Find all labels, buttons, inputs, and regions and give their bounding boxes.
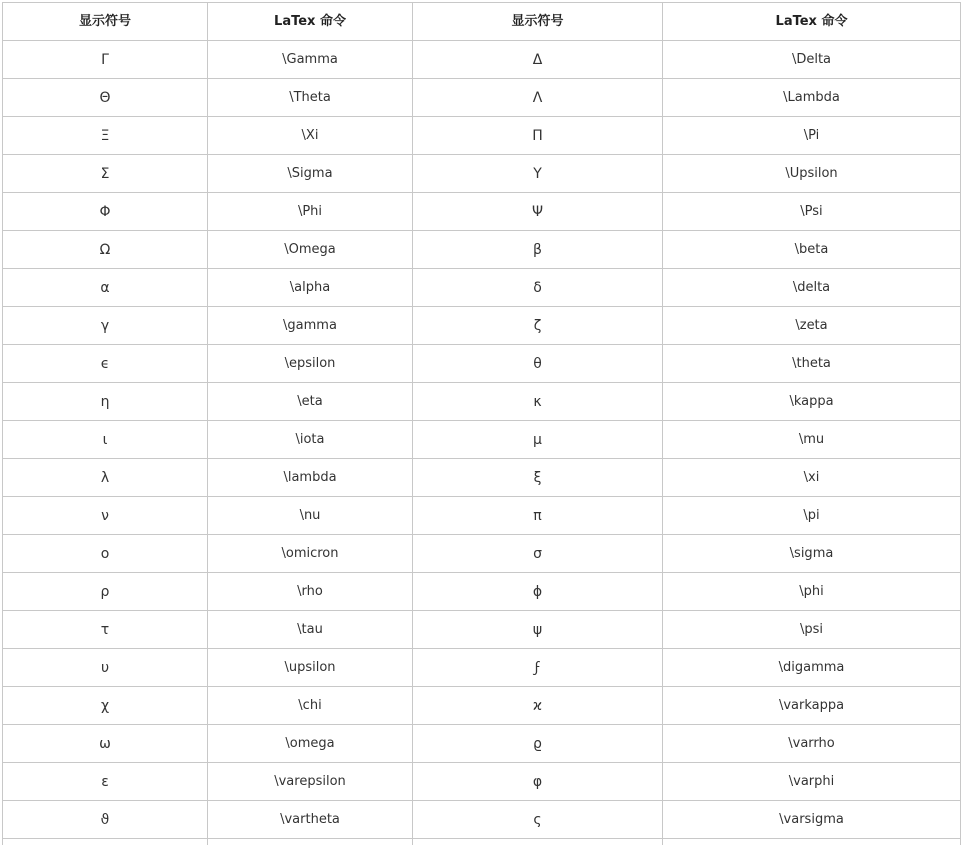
symbol-cell: ς xyxy=(413,801,663,839)
symbol-cell: Δ xyxy=(413,41,663,79)
header-symbol-left: 显示符号 xyxy=(3,3,208,41)
symbol-cell: Υ xyxy=(413,155,663,193)
symbol-cell: σ xyxy=(413,535,663,573)
table-row xyxy=(3,345,961,383)
header-row xyxy=(3,3,961,41)
latex-command-cell: \psi xyxy=(663,611,961,649)
symbol-cell: ρ xyxy=(3,573,208,611)
latex-command-cell: \chi xyxy=(208,687,413,725)
latex-command-cell: \gamma xyxy=(208,307,413,345)
latex-command-cell: \varrho xyxy=(663,725,961,763)
latex-command-cell: \Lambda xyxy=(663,79,961,117)
symbol-cell: γ xyxy=(3,307,208,345)
symbol-cell: Ψ xyxy=(413,193,663,231)
table-row xyxy=(3,649,961,687)
symbol-cell: χ xyxy=(3,687,208,725)
latex-command-cell: \Upsilon xyxy=(663,155,961,193)
table-row xyxy=(3,269,961,307)
symbol-cell xyxy=(3,839,208,845)
symbol-cell: ϰ xyxy=(413,687,663,725)
symbol-cell: κ xyxy=(413,383,663,421)
latex-command-cell: \xi xyxy=(663,459,961,497)
table-row xyxy=(3,155,961,193)
symbol-cell: ϝ xyxy=(413,649,663,687)
latex-command-cell: \nu xyxy=(208,497,413,535)
latex-command-cell: \varepsilon xyxy=(208,763,413,801)
latex-command-cell: \Theta xyxy=(208,79,413,117)
latex-command-cell: \phi xyxy=(663,573,961,611)
table-row xyxy=(3,79,961,117)
symbol-cell: φ xyxy=(413,763,663,801)
latex-command-cell: \lambda xyxy=(208,459,413,497)
symbol-cell: ϕ xyxy=(413,573,663,611)
symbol-cell: Γ xyxy=(3,41,208,79)
latex-command-cell: \iota xyxy=(208,421,413,459)
symbol-cell: ψ xyxy=(413,611,663,649)
table-body xyxy=(3,41,961,845)
greek-symbol-table xyxy=(2,2,961,845)
latex-command-cell: \varkappa xyxy=(663,687,961,725)
table-row xyxy=(3,497,961,535)
table-header xyxy=(3,3,961,41)
table-row xyxy=(3,839,961,845)
latex-command-cell: \Omega xyxy=(208,231,413,269)
latex-command-cell: \Xi xyxy=(208,117,413,155)
latex-command-cell: \Sigma xyxy=(208,155,413,193)
latex-command-cell: \tau xyxy=(208,611,413,649)
latex-command-cell: \rho xyxy=(208,573,413,611)
latex-command-cell: \Delta xyxy=(663,41,961,79)
symbol-cell: η xyxy=(3,383,208,421)
symbol-cell: ξ xyxy=(413,459,663,497)
latex-command-cell: \Pi xyxy=(663,117,961,155)
latex-command-cell: \omicron xyxy=(208,535,413,573)
symbol-cell: ω xyxy=(3,725,208,763)
latex-command-cell: \epsilon xyxy=(208,345,413,383)
symbol-cell: ζ xyxy=(413,307,663,345)
symbol-cell: ο xyxy=(3,535,208,573)
table-row xyxy=(3,573,961,611)
symbol-cell: Θ xyxy=(3,79,208,117)
symbol-cell: ϵ xyxy=(3,345,208,383)
symbol-cell: θ xyxy=(413,345,663,383)
latex-command-cell: \Psi xyxy=(663,193,961,231)
symbol-cell: υ xyxy=(3,649,208,687)
header-latex-left: LaTex 命令 xyxy=(208,3,413,41)
table-row xyxy=(3,117,961,155)
latex-command-cell: \mu xyxy=(663,421,961,459)
table-row xyxy=(3,41,961,79)
table-row xyxy=(3,763,961,801)
table-row xyxy=(3,535,961,573)
table-row xyxy=(3,231,961,269)
latex-command-cell: \zeta xyxy=(663,307,961,345)
table-row xyxy=(3,725,961,763)
latex-command-cell: \theta xyxy=(663,345,961,383)
latex-command-cell: \beta xyxy=(663,231,961,269)
table-row xyxy=(3,687,961,725)
symbol-cell: μ xyxy=(413,421,663,459)
symbol-cell: ι xyxy=(3,421,208,459)
symbol-cell xyxy=(413,839,663,845)
latex-command-cell: \Phi xyxy=(208,193,413,231)
latex-command-cell: \varphi xyxy=(663,763,961,801)
latex-command-cell: \digamma xyxy=(663,649,961,687)
latex-command-cell: \varsigma xyxy=(663,801,961,839)
table-row xyxy=(3,801,961,839)
symbol-cell: δ xyxy=(413,269,663,307)
symbol-cell: ϱ xyxy=(413,725,663,763)
latex-command-cell: \vartheta xyxy=(208,801,413,839)
symbol-cell: π xyxy=(413,497,663,535)
latex-command-cell: \pi xyxy=(663,497,961,535)
symbol-cell: λ xyxy=(3,459,208,497)
symbol-cell: Ξ xyxy=(3,117,208,155)
symbol-cell: Ω xyxy=(3,231,208,269)
table-row xyxy=(3,193,961,231)
latex-command-cell: \kappa xyxy=(663,383,961,421)
header-symbol-right: 显示符号 xyxy=(413,3,663,41)
latex-command-cell: \alpha xyxy=(208,269,413,307)
symbol-cell: ν xyxy=(3,497,208,535)
latex-command-cell xyxy=(208,839,413,845)
symbol-cell: Σ xyxy=(3,155,208,193)
latex-command-cell: \omega xyxy=(208,725,413,763)
table-row xyxy=(3,383,961,421)
header-latex-right: LaTex 命令 xyxy=(663,3,961,41)
table-row xyxy=(3,611,961,649)
latex-command-cell xyxy=(663,839,961,845)
latex-command-cell: \upsilon xyxy=(208,649,413,687)
symbol-cell: τ xyxy=(3,611,208,649)
latex-command-cell: \delta xyxy=(663,269,961,307)
symbol-cell: β xyxy=(413,231,663,269)
latex-command-cell: \sigma xyxy=(663,535,961,573)
table-row xyxy=(3,307,961,345)
symbol-cell: ε xyxy=(3,763,208,801)
latex-command-cell: \eta xyxy=(208,383,413,421)
symbol-cell: Π xyxy=(413,117,663,155)
latex-command-cell: \Gamma xyxy=(208,41,413,79)
symbol-cell: Λ xyxy=(413,79,663,117)
table-row xyxy=(3,421,961,459)
symbol-cell: ϑ xyxy=(3,801,208,839)
table-row xyxy=(3,459,961,497)
symbol-cell: α xyxy=(3,269,208,307)
symbol-cell: Φ xyxy=(3,193,208,231)
